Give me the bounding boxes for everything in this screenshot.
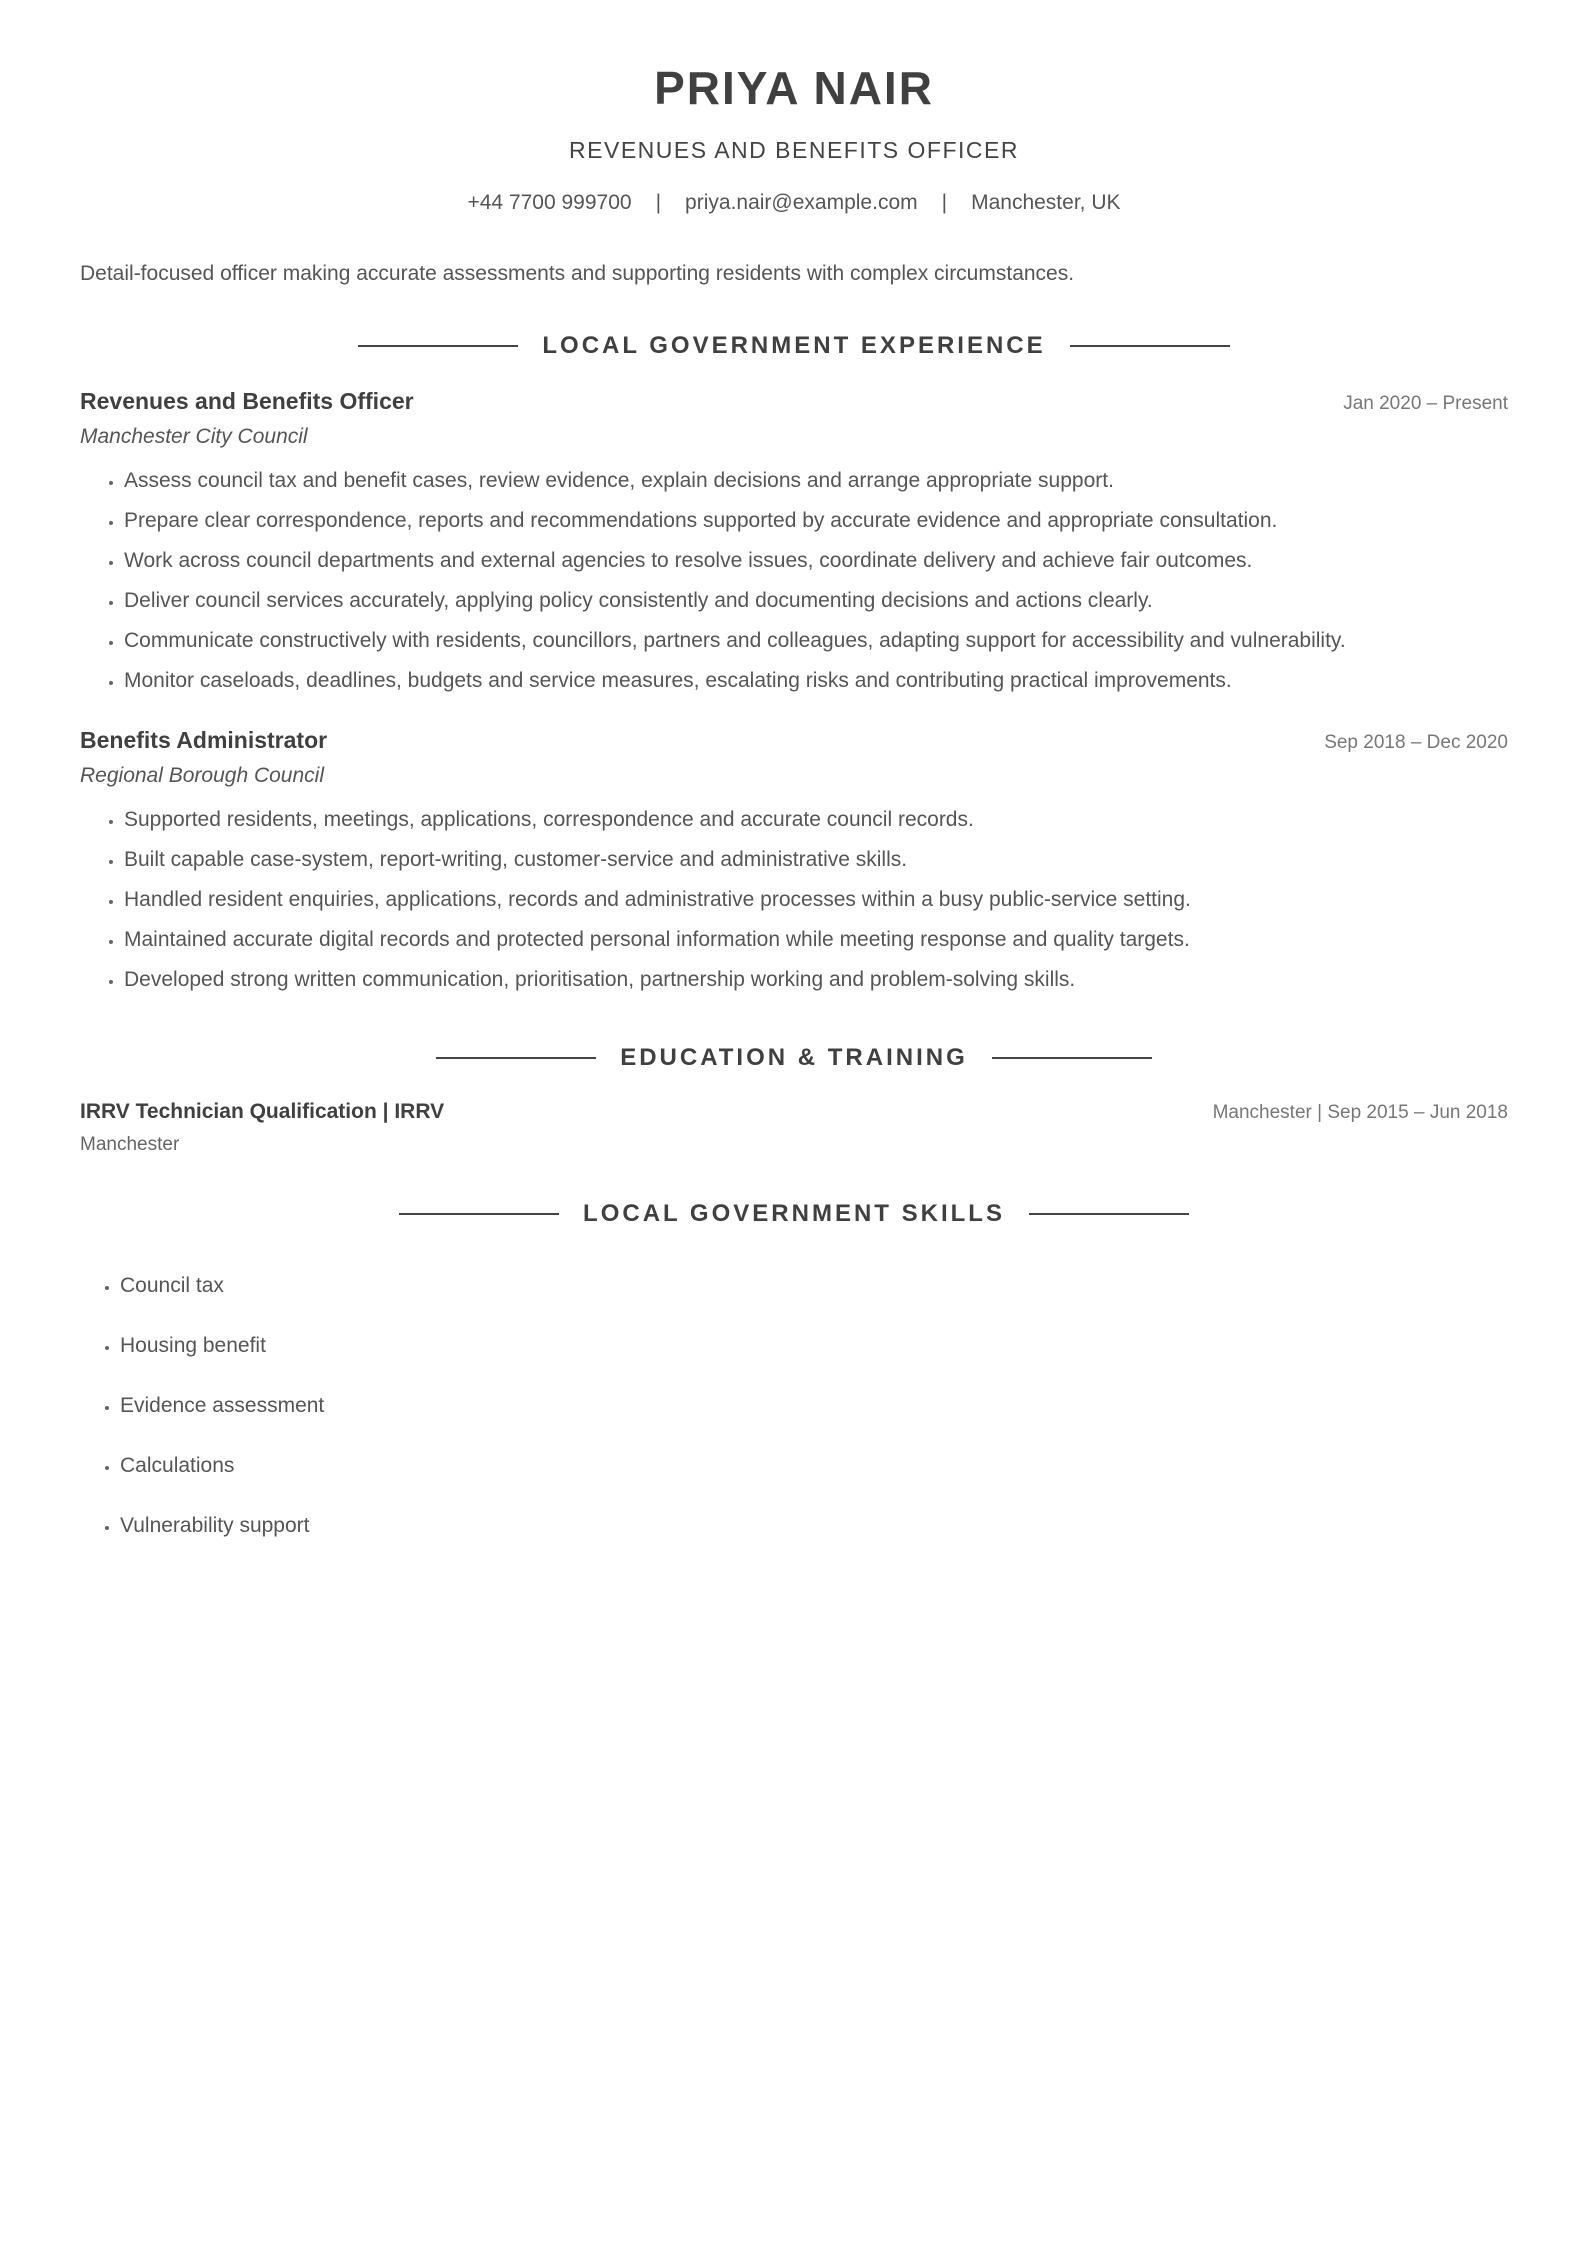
job-header xyxy=(80,388,1508,415)
section-title-skills: LOCAL GOVERNMENT SKILLS xyxy=(583,1200,1005,1227)
job-bullet: • Built capable case-system, report-writing, customer-service and administrative skills. xyxy=(124,840,1508,880)
candidate-name: PRIYA NAIR xyxy=(654,62,934,114)
job-organisation: Manchester City Council xyxy=(80,425,308,448)
skill-item: • Evidence assessment xyxy=(120,1376,1508,1436)
job-entry xyxy=(80,727,1508,1000)
section-heading-skills xyxy=(80,1200,1508,1228)
contact-phone: +44 7700 999700 xyxy=(467,191,632,214)
job-bullet: • Supported residents, meetings, applications, correspondence and accurate council records. xyxy=(124,800,1508,840)
job-bullet: • Monitor caseloads, deadlines, budgets and service measures, escalating risks and contributing practical improvements. xyxy=(124,661,1508,701)
job-organisation: Regional Borough Council xyxy=(80,764,324,787)
job-bullet: • Communicate constructively with residents, councillors, partners and colleagues, adapting support for accessibility and vulnerability. xyxy=(124,621,1508,661)
skill-item: • Housing benefit xyxy=(120,1316,1508,1376)
contact-location: Manchester, UK xyxy=(971,191,1121,214)
heading-rule xyxy=(1029,1213,1189,1215)
heading-rule xyxy=(1070,345,1230,347)
education-title: IRRV Technician Qualification | IRRV xyxy=(80,1100,445,1123)
skill-item: • Calculations xyxy=(120,1436,1508,1496)
job-bullet: • Developed strong written communication, prioritisation, partnership working and problem-solving skills. xyxy=(124,960,1508,1000)
heading-rule xyxy=(399,1213,559,1215)
job-title: Revenues and Benefits Officer xyxy=(80,388,414,414)
job-bullet: • Work across council departments and external agencies to resolve issues, coordinate delivery and achieve fair outcomes. xyxy=(124,541,1508,581)
job-bullet: • Maintained accurate digital records and protected personal information while meeting response and quality targets. xyxy=(124,920,1508,960)
education-location: Manchester xyxy=(80,1134,180,1155)
heading-rule xyxy=(436,1057,596,1059)
job-bullet-list xyxy=(80,461,1508,701)
education-header xyxy=(80,1100,1508,1124)
heading-rule xyxy=(992,1057,1152,1059)
contact-line xyxy=(80,190,1508,216)
job-dates: Jan 2020 – Present xyxy=(1343,393,1508,414)
skill-item: • Council tax xyxy=(120,1256,1508,1316)
job-entry xyxy=(80,388,1508,701)
skills-list xyxy=(80,1256,1508,1556)
section-heading-education xyxy=(80,1044,1508,1072)
contact-separator: | xyxy=(941,191,948,214)
contact-separator: | xyxy=(655,191,662,214)
job-bullet: • Prepare clear correspondence, reports and recommendations supported by accurate evidence and appropriate consultation. xyxy=(124,501,1508,541)
job-bullet: • Deliver council services accurately, applying policy consistently and documenting decisions and actions clearly. xyxy=(124,581,1508,621)
contact-email: priya.nair@example.com xyxy=(685,191,918,214)
skill-item: • Vulnerability support xyxy=(120,1496,1508,1556)
job-header xyxy=(80,727,1508,754)
job-bullet-list xyxy=(80,800,1508,1000)
heading-rule xyxy=(358,345,518,347)
section-title-education: EDUCATION & TRAINING xyxy=(620,1044,968,1071)
job-title: Benefits Administrator xyxy=(80,727,328,753)
resume-header xyxy=(80,0,1508,216)
section-title-experience: LOCAL GOVERNMENT EXPERIENCE xyxy=(542,332,1046,359)
section-heading-experience xyxy=(80,332,1508,360)
job-bullet: • Handled resident enquiries, applications, records and administrative processes within a busy public-service setting. xyxy=(124,880,1508,920)
job-bullet: • Assess council tax and benefit cases, review evidence, explain decisions and arrange appropriate support. xyxy=(124,461,1508,501)
job-dates: Sep 2018 – Dec 2020 xyxy=(1324,732,1508,753)
education-entry xyxy=(80,1100,1508,1156)
education-meta: Manchester | Sep 2015 – Jun 2018 xyxy=(1212,1102,1508,1123)
candidate-title: REVENUES AND BENEFITS OFFICER xyxy=(569,137,1019,163)
professional-summary: Detail-focused officer making accurate assessments and supporting residents with complex circumstances. xyxy=(80,262,1075,285)
